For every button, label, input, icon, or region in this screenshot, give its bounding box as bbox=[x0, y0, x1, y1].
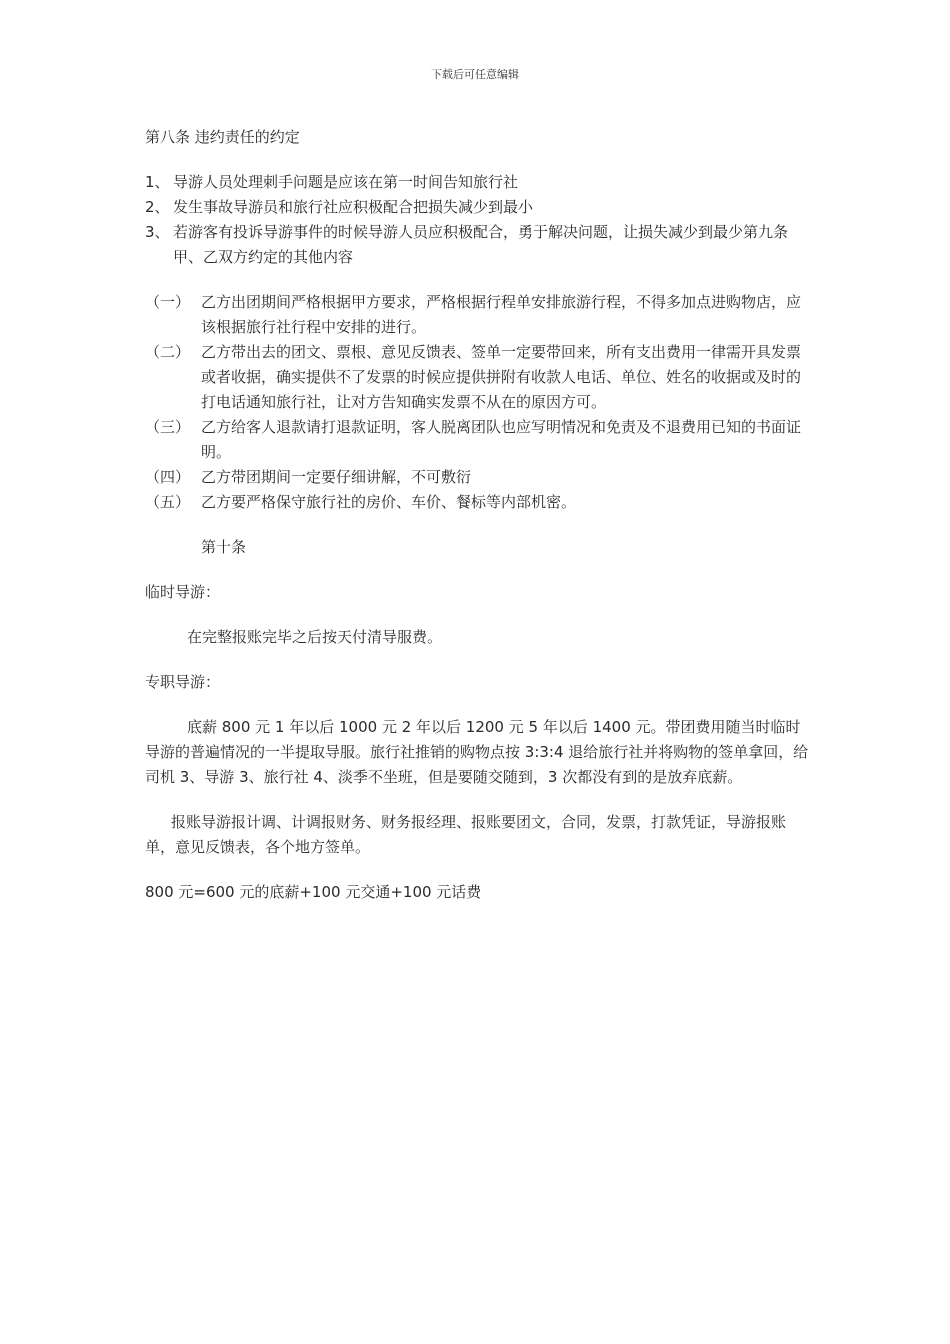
list-item bbox=[145, 490, 815, 515]
item-text: 若游客有投诉导游事件的时候导游人员应积极配合，勇于解决问题，让损失减少到最少第九条 甲、乙双方约定的其他内容 bbox=[173, 223, 808, 266]
report-text: 报账导游报计调、计调报财务、财务报经理、报账要团文，合同，发票，打款凭证，导游报账单，意见反馈表，各个地方签单。 bbox=[145, 813, 787, 856]
item-number: 3、 bbox=[145, 223, 170, 241]
document-body bbox=[145, 125, 815, 905]
temp-guide-label: 临时导游： bbox=[145, 583, 221, 601]
item-text: 乙方要严格保守旅行社的房价、车价、餐标等内部机密。 bbox=[201, 493, 577, 511]
article8-list bbox=[145, 170, 815, 270]
item-text: 乙方出团期间严格根据甲方要求，严格根据行程单安排旅游行程，不得多加点进购物店，应该根据旅行社行程中安排的进行。 bbox=[201, 293, 802, 336]
item-text: 发生事故导游员和旅行社应积极配合把损失减少到最小 bbox=[173, 198, 534, 216]
list-item bbox=[145, 340, 815, 415]
item-number: （一） bbox=[145, 293, 191, 311]
article10-title: 第十条 bbox=[201, 538, 247, 556]
list-item bbox=[145, 195, 815, 220]
list-item bbox=[145, 220, 815, 270]
full-guide-text: 底薪 800 元 1 年以后 1000 元 2 年以后 1200 元 5 年以后 1400 元。带团费用随当时临时导游的普遍情况的一半提取导服。旅行社推销的购物点按 3:3:4 退给旅行社并将购物的签单拿回，给司机 3、导游 3、旅行社 4、淡季不坐班，但是要随交随到，3 次都没有到的是放弃底薪。 bbox=[145, 718, 809, 786]
item-text: 导游人员处理刺手问题是应该在第一时间告知旅行社 bbox=[173, 173, 519, 191]
item-number: （三） bbox=[145, 418, 191, 436]
full-guide-label: 专职导游： bbox=[145, 673, 221, 691]
item-text: 乙方带出去的团文、票根、意见反馈表、签单一定要带回来，所有支出费用一律需开具发票或者收据，确实提供不了发票的时候应提供拼附有收款人电话、单位、姓名的收据或及时的打电话通知旅行社，让对方告知确实发票不从在的原因方可。 bbox=[201, 343, 802, 411]
page-header: 下载后可任意编辑 bbox=[431, 68, 519, 81]
item-text: 乙方带团期间一定要仔细讲解，不可敷衍 bbox=[201, 468, 472, 486]
list-item bbox=[145, 415, 815, 465]
list-item bbox=[145, 170, 815, 195]
item-text: 乙方给客人退款请打退款证明，客人脱离团队也应写明情况和免责及不退费用已知的书面证明。 bbox=[201, 418, 802, 461]
item-number: 1、 bbox=[145, 173, 170, 191]
item-number: （四） bbox=[145, 468, 191, 486]
article8-title: 第八条 违约责任的约定 bbox=[145, 128, 300, 146]
list-item bbox=[145, 465, 815, 490]
article9-list bbox=[145, 290, 815, 515]
list-item bbox=[145, 290, 815, 340]
item-number: （二） bbox=[145, 343, 191, 361]
item-number: （五） bbox=[145, 493, 191, 511]
item-number: 2、 bbox=[145, 198, 170, 216]
temp-guide-text: 在完整报账完毕之后按天付清导服费。 bbox=[187, 628, 443, 646]
salary-formula: 800 元=600 元的底薪+100 元交通+100 元话费 bbox=[145, 883, 482, 901]
